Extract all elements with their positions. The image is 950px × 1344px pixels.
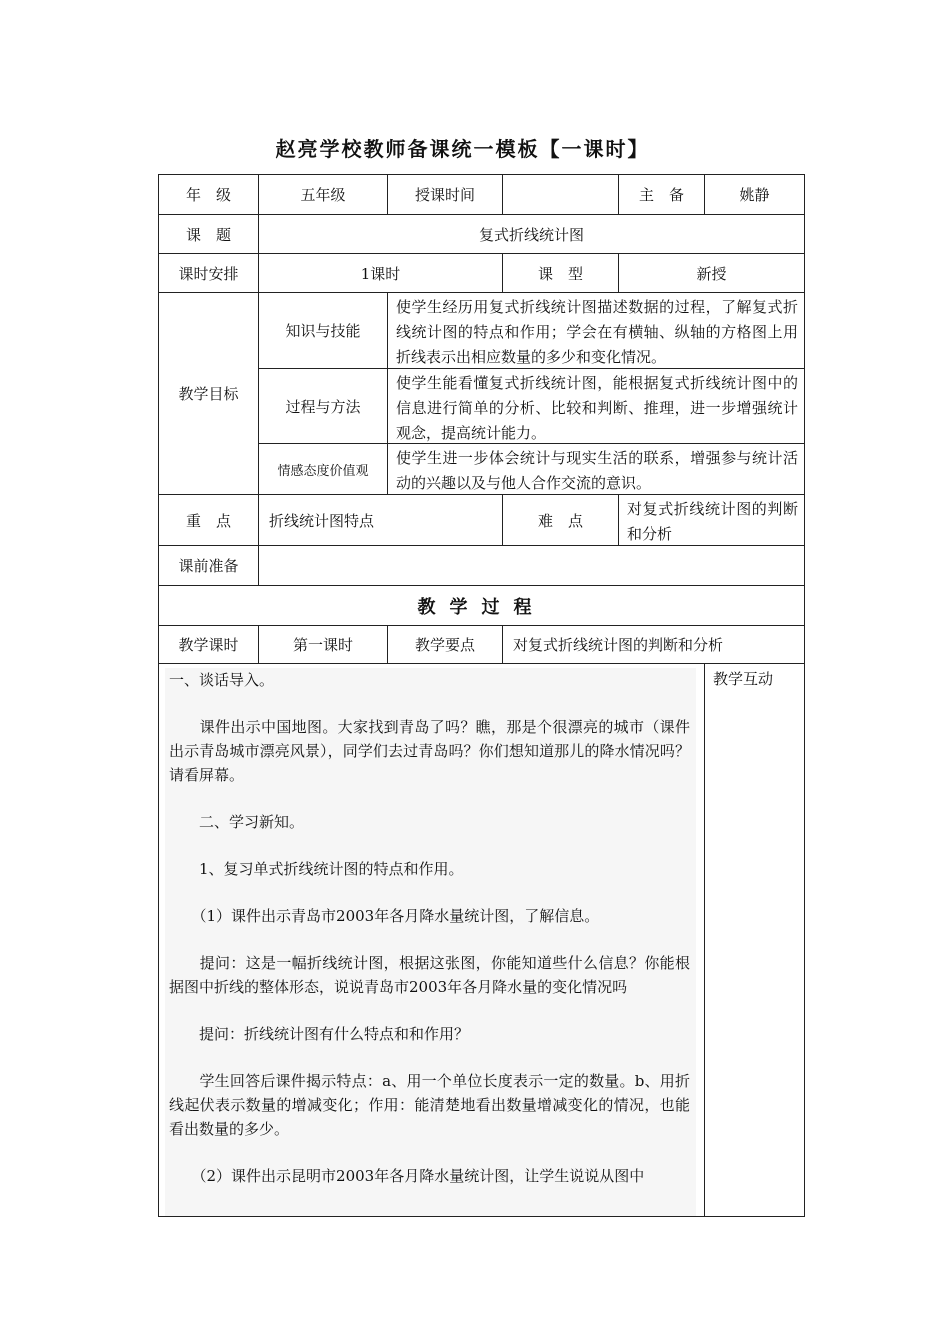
interaction-label: 教学互动 [713, 670, 774, 688]
paragraph: 提问：这是一幅折线统计图，根据这张图，你能知道些什么信息？你能根据图中折线的整体形态，说说青岛市2003年各月降水量的变化情况吗 [169, 954, 690, 996]
grade-value: 五年级 [258, 174, 388, 215]
schedule-value: 1课时 [258, 253, 503, 293]
lesson-body [158, 663, 705, 1217]
period-value: 第一课时 [258, 625, 388, 664]
focus-value: 折线统计图特点 [258, 494, 503, 546]
difficulty-label: 难 点 [502, 494, 619, 546]
paragraph: 课件出示中国地图。大家找到青岛了吗？瞧，那是个很漂亮的城市（课件出示青岛城市漂亮风景），同学们去过青岛吗？你们想知道那儿的降水情况吗？请看屏幕。 [169, 718, 690, 784]
topic-value: 复式折线统计图 [258, 214, 805, 254]
type-value: 新授 [618, 253, 805, 293]
goal-name-knowledge: 知识与技能 [258, 292, 388, 369]
lead-label: 主 备 [618, 174, 705, 215]
key-value: 对复式折线统计图的判断和分析 [502, 625, 805, 664]
paragraph: 一、谈话导入。 [169, 671, 275, 689]
type-label: 课 型 [502, 253, 619, 293]
topic-label: 课 题 [158, 214, 259, 254]
paragraph: （1）课件出示青岛市2003年各月降水量统计图，了解信息。 [169, 907, 600, 925]
process-heading: 教学过程 [158, 585, 805, 626]
paragraph: 提问：折线统计图有什么特点和和作用？ [169, 1025, 470, 1043]
paragraph: 学生回答后课件揭示特点：a、用一个单位长度表示一定的数量。b、用折线起伏表示数量的增减变化；作用：能清楚地看出数量增减变化的情况，也能看出数量的多少。 [169, 1072, 690, 1138]
grade-label: 年 级 [158, 174, 259, 215]
goal-text-knowledge: 使学生经历用复式折线统计图描述数据的过程，了解复式折线统计图的特点和作用；学会在有横轴、纵轴的方格图上用折线表示出相应数量的多少和变化情况。 [387, 292, 805, 369]
paragraph: 二、学习新知。 [169, 813, 305, 831]
lead-value: 姚静 [704, 174, 805, 215]
goals-label: 教学目标 [158, 292, 259, 495]
time-label: 授课时间 [387, 174, 503, 215]
schedule-label: 课时安排 [158, 253, 259, 293]
key-label: 教学要点 [387, 625, 503, 664]
prep-label: 课前准备 [158, 545, 259, 586]
time-value [502, 174, 619, 215]
focus-label: 重 点 [158, 494, 259, 546]
goal-text-emotion: 使学生进一步体会统计与现实生活的联系，增强参与统计活动的兴趣以及与他人合作交流的意识。 [387, 443, 805, 495]
lesson-content [165, 668, 696, 1216]
interaction-column [704, 663, 805, 1217]
difficulty-value: 对复式折线统计图的判断和分析 [618, 494, 805, 546]
goal-name-process: 过程与方法 [258, 368, 388, 444]
goal-text-process: 使学生能看懂复式折线统计图，能根据复式折线统计图中的信息进行简单的分析、比较和判断、推理，进一步增强统计观念，提高统计能力。 [387, 368, 805, 444]
paragraph: 1、复习单式折线统计图的特点和作用。 [169, 860, 464, 878]
page-title: 赵亮学校教师备课统一模板【一课时】 [275, 137, 650, 161]
paragraph: （2）课件出示昆明市2003年各月降水量统计图，让学生说说从图中 [169, 1167, 645, 1185]
goal-name-emotion: 情感态度价值观 [258, 443, 388, 495]
prep-value [258, 545, 805, 586]
period-label: 教学课时 [158, 625, 259, 664]
